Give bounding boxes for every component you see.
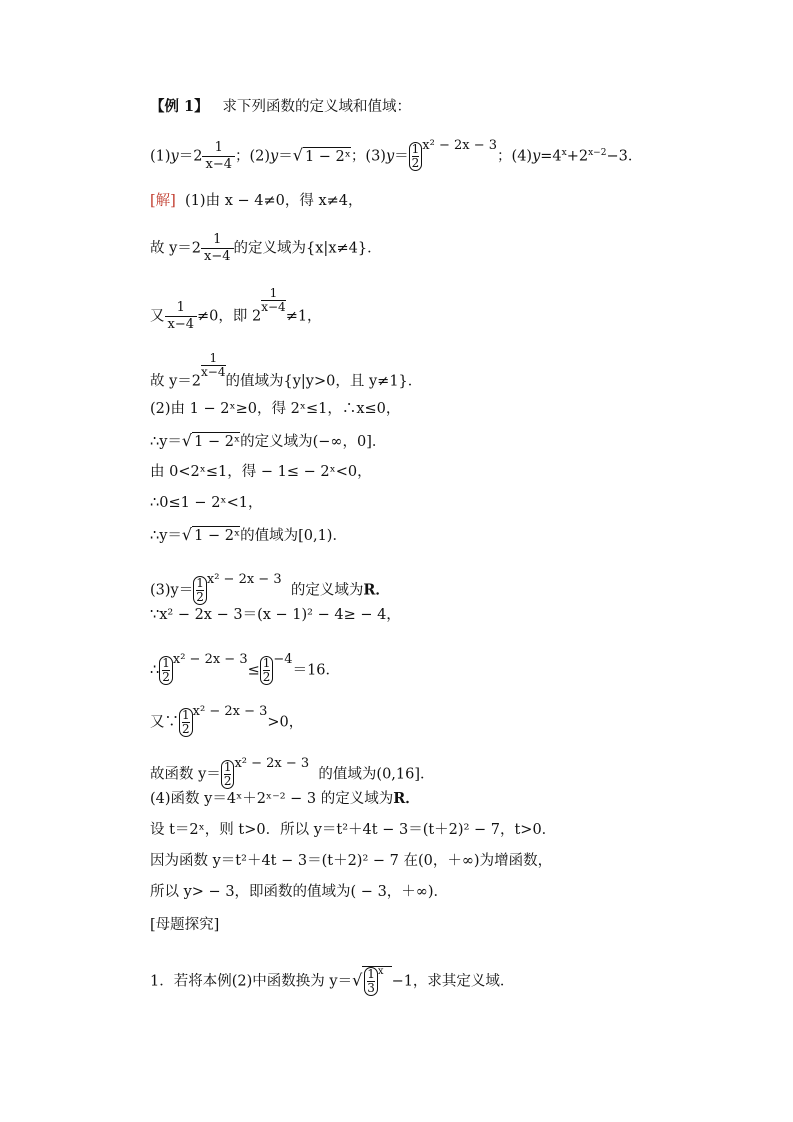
solution-line-17: 因为函数 y＝t²＋4t − 3＝(t＋2)² − 7 在(0，＋∞)为增函数， <box>150 853 553 869</box>
sqrt-body: 1 − 2ˣ <box>304 148 351 165</box>
solution-line-15: (4)函数 y＝4ˣ＋2ˣ⁻² − 3 的定义域为R． <box>150 790 420 807</box>
third-bracket: $\frac{1}{3}$ <box>364 967 378 996</box>
q3-prefix: ；(3) <box>350 148 386 165</box>
solution-line-14: 故函数 y＝ $\frac{1}{2}$ x² − 2x − 3 的值域为(0,16]． <box>150 755 435 788</box>
q2-prefix: ；(2) <box>234 148 271 165</box>
half-bracket: $\frac{1}{2}$ <box>193 576 207 605</box>
solution-line-11: ∵x² − 2x − 3＝(x − 1)² − 4≥ − 4， <box>150 607 401 623</box>
fraction-1-over-x-4: $\frac{1}{x-4}$ <box>202 140 235 173</box>
solution-line-3: 又 $\frac{1}{x-4}$ ≠0，即 2 $\frac{1}{x-4}$ ≠1， <box>150 286 322 332</box>
solution-line-2: 故 y＝2 $\frac{1}{x-4}$ 的定义域为{x|x≠4}． <box>150 232 382 264</box>
q4-prefix: ；(4) <box>497 148 533 165</box>
solution-line-6: ∴y＝√ 1 − 2ˣ的定义域为(−∞，0]． <box>150 431 387 450</box>
question-line: (1)y＝2 $\frac{1}{x-4}$ ；(2)y＝√ 1 − 2ˣ；(3)y＝ $\frac{1}{2}$ x² − 2x − 3；$(4)y=4^x+2^{x-2}-3$． <box>150 137 643 172</box>
solution-line-8: ∴0≤1 − 2ˣ<1， <box>150 495 263 511</box>
solution-line-16: 设 t＝2ˣ，则 t>0．所以 y＝t²＋4t − 3＝(t＋2)² − 7，t>0． <box>150 822 557 838</box>
solution-line-9: ∴y＝√ 1 − 2ˣ的值域为[0,1)． <box>150 525 347 544</box>
explore-question-1: 1．若将本例(2)中函数换为 y＝√ $\frac{1}{3}$ x−1，求其定义域． <box>150 965 515 995</box>
sqrt-body: $\frac{1}{3}$ x <box>362 966 391 996</box>
q1-prefix: (1) <box>150 148 171 165</box>
solution-line-1: [解] (1)由 x − 4≠0，得 x≠4， <box>150 193 363 209</box>
half-bracket: $\frac{1}{2}$ <box>221 760 235 789</box>
half-bracket: $\frac{1}{2}$ <box>159 656 173 685</box>
example-tag: 【例 1】 <box>150 98 209 115</box>
half-bracket: $\frac{1}{2}$ <box>409 142 423 171</box>
explore-heading: [母题探究] <box>150 917 220 933</box>
exponent-fraction: $\frac{1}{x-4}$ <box>201 351 226 379</box>
sqrt-icon: √ <box>352 970 363 990</box>
solution-line-5: (2)由 1 − 2ˣ≥0，得 2ˣ≤1，∴x≤0， <box>150 401 401 417</box>
sqrt-icon: √ <box>181 431 193 450</box>
solution-label: [解] <box>150 193 176 209</box>
sqrt-icon: √ <box>181 525 193 544</box>
example-heading <box>150 98 760 116</box>
solution-line-10: (3)y＝ $\frac{1}{2}$ x² − 2x − 3 的定义域为R． <box>150 571 390 604</box>
half-bracket: $\frac{1}{2}$ <box>260 656 274 685</box>
half-bracket: $\frac{1}{2}$ <box>179 708 193 737</box>
fraction-1-over-x-4: $\frac{1}{x-4}$ <box>165 300 198 333</box>
solution-line-18: 所以 y> − 3，即函数的值域为( − 3，＋∞)． <box>150 884 449 900</box>
exponent-fraction: $\frac{1}{x-4}$ <box>261 286 286 314</box>
q3-exponent: x² − 2x − 3 <box>422 137 498 153</box>
solution-line-4: 故 y＝2 $\frac{1}{x-4}$ 的值域为{y|y>0，且 y≠1}． <box>150 351 423 390</box>
solution-line-13: 又∵ $\frac{1}{2}$ x² − 2x − 3>0， <box>150 703 304 736</box>
example-title: 求下列函数的定义域和值域： <box>222 99 411 115</box>
solution-line-7: 由 0<2ˣ≤1，得 − 1≤ − 2ˣ<0， <box>150 464 372 480</box>
solution-line-12: ∴ $\frac{1}{2}$ x² − 2x − 3≤ $\frac{1}{2}$ −4＝16． <box>150 651 341 684</box>
fraction-1-over-x-4: $\frac{1}{x-4}$ <box>201 232 234 265</box>
sqrt-icon: √ <box>292 145 303 165</box>
